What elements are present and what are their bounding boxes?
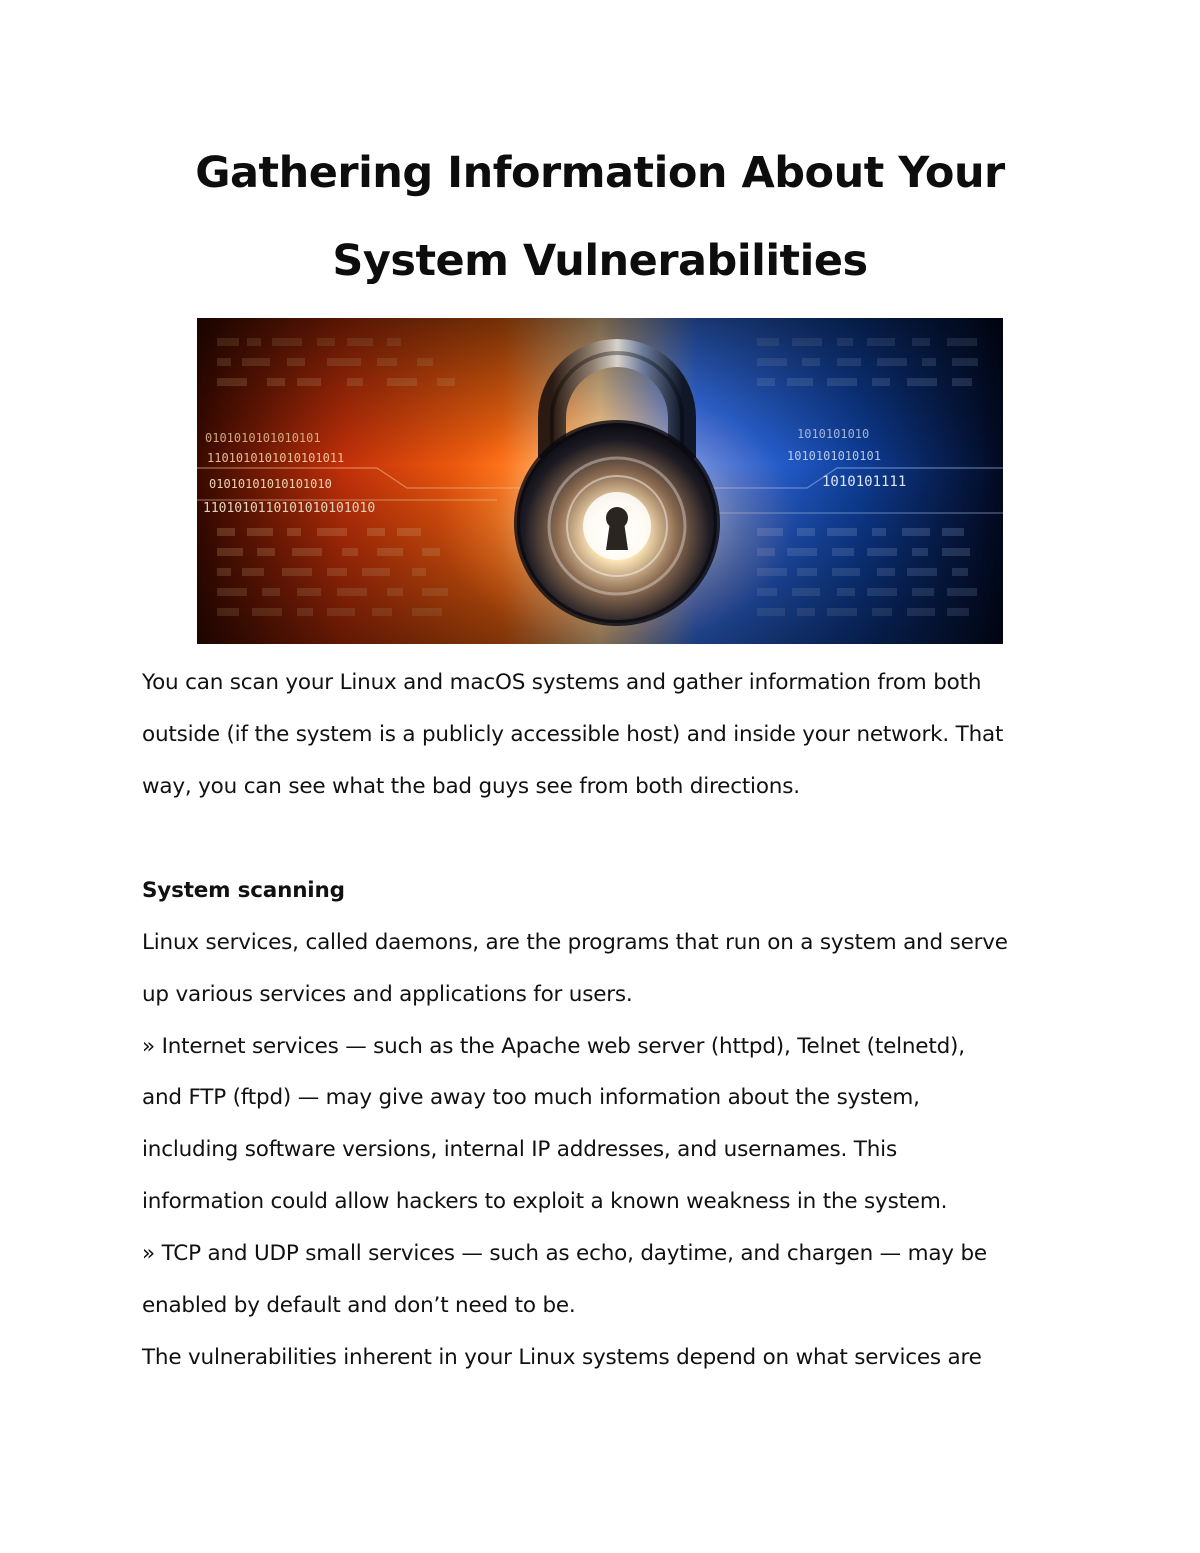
body-line-5: including software versions, internal IP addresses, and usernames. This xyxy=(142,1137,897,1162)
body-line-6: information could allow hackers to exploit a known weakness in the system. xyxy=(142,1189,948,1214)
intro-line-3: way, you can see what the bad guys see from both directions. xyxy=(142,774,800,799)
body-line-4: and FTP (ftpd) — may give away too much information about the system, xyxy=(142,1085,920,1110)
body-line-8: enabled by default and don’t need to be. xyxy=(142,1293,576,1318)
intro-line-1: You can scan your Linux and macOS systems and gather information from both xyxy=(142,670,982,695)
security-padlock-image xyxy=(197,318,1003,644)
document-title-line-2: System Vulnerabilities xyxy=(332,236,868,286)
body-line-2: up various services and applications for users. xyxy=(142,982,633,1007)
section-heading: System scanning xyxy=(142,878,345,903)
body-line-3: » Internet services — such as the Apache web server (httpd), Telnet (telnetd), xyxy=(142,1034,965,1059)
padlock-illustration xyxy=(197,318,1003,644)
body-line-7: » TCP and UDP small services — such as echo, daytime, and chargen — may be xyxy=(142,1241,987,1266)
body-line-1: Linux services, called daemons, are the programs that run on a system and serve xyxy=(142,930,1008,955)
keyhole-icon xyxy=(606,507,628,550)
intro-line-2: outside (if the system is a publicly accessible host) and inside your network. That xyxy=(142,722,1004,747)
document-title-line-1: Gathering Information About Your xyxy=(195,148,1005,198)
body-line-9: The vulnerabilities inherent in your Linux systems depend on what services are xyxy=(142,1345,982,1370)
